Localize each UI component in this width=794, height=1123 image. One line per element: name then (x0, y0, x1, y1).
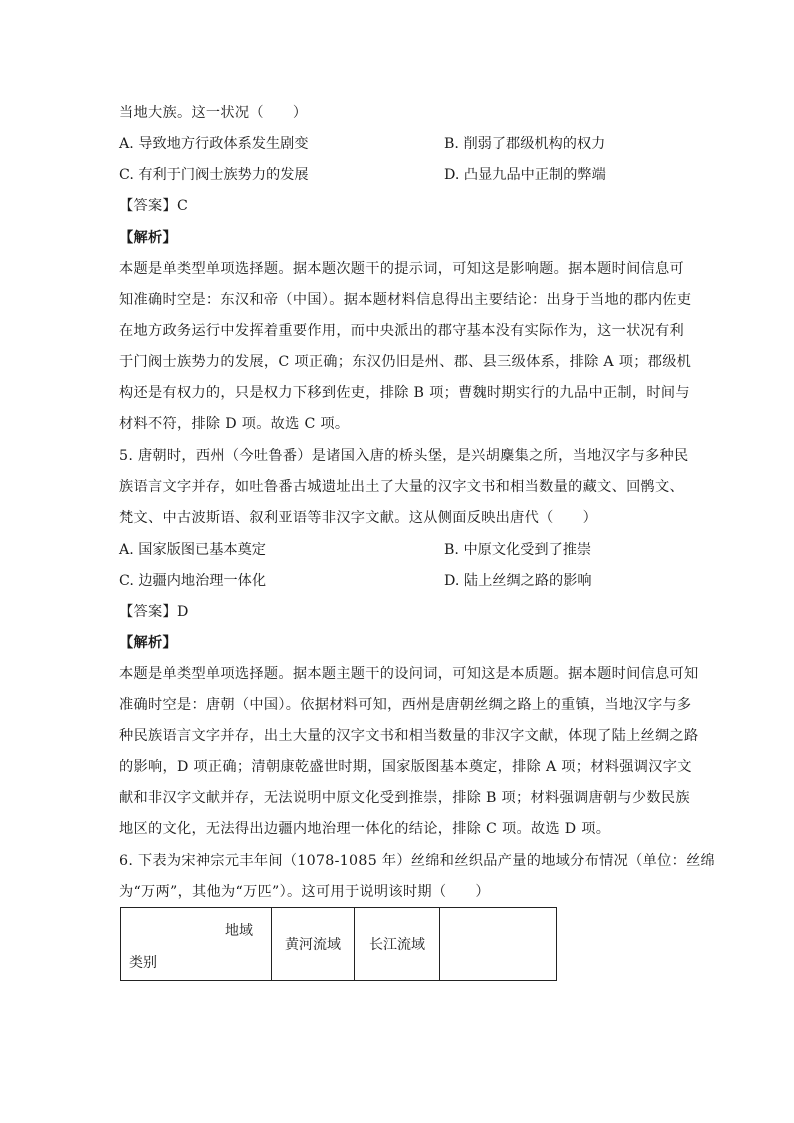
q4-analysis-line: 材料不符，排除 D 项。故选 C 项。 (119, 416, 350, 432)
q5-analysis-line: 本题是单类型单项选择题。据本题主题干的设问词，可知这是本质题。据本题时间信息可知 (119, 666, 699, 682)
q5-option-d: D. 陆上丝绸之路的影响 (444, 573, 592, 589)
q5-analysis-line: 的影响，D 项正确；清朝康乾盛世时期，国家版图基本奠定，排除 A 项；材料强调汉字文 (119, 759, 692, 775)
q5-analysis-line: 献和非汉字文献并存，无法说明中原文化受到推崇，排除 B 项；材料强调唐朝与少数民族 (119, 790, 690, 806)
q6-stem-line: 为“万两”，其他为“万匹”）。这可用于说明该时期（ ） (119, 884, 490, 900)
header-empty-cell (440, 908, 557, 981)
header-category-label: 类别 (129, 955, 157, 971)
table-header-row (121, 908, 557, 981)
q4-option-a: A. 导致地方行政体系发生剧变 (119, 136, 309, 152)
header-yellow-river: 黄河流域 (272, 908, 355, 981)
q5-stem-line: 族语言文字并存，如吐鲁番古城遗址出土了大量的汉字文书和相当数量的藏文、回鹘文、 (119, 479, 685, 495)
q4-option-b: B. 削弱了郡级机构的权力 (444, 136, 606, 152)
q4-analysis-line: 构还是有权力的，只是权力下移到佐吏，排除 B 项；曹魏时期实行的九品中正制，时间与 (119, 385, 690, 401)
q6-data-table (120, 907, 557, 981)
q4-analysis-line: 在地方政务运行中发挥着重要作用，而中央派出的郡守基本没有实际作为，这一状况有利 (119, 323, 685, 339)
q5-analysis-line: 地区的文化，无法得出边疆内地治理一体化的结论，排除 C 项。故选 D 项。 (119, 821, 611, 837)
q4-analysis-label: 【解析】 (119, 230, 177, 246)
q5-stem-line: 梵文、中古波斯语、叙利亚语等非汉字文献。这从侧面反映出唐代（ ） (119, 510, 598, 526)
header-yangtze-river: 长江流域 (355, 908, 440, 981)
q4-answer: 【答案】C (119, 198, 189, 214)
q4-analysis-line: 于门阀士族势力的发展，C 项正确；东汉仍旧是州、郡、县三级体系，排除 A 项；郡级机 (119, 354, 692, 370)
q5-analysis-line: 准确时空是：唐朝（中国）。依据材料可知，西州是唐朝丝绸之路上的重镇，当地汉字与多 (119, 697, 692, 713)
q6-stem-line: 6. 下表为宋神宗元丰年间（1078-1085 年）丝绵和丝织品产量的地域分布情况（单位：丝绵 (119, 853, 716, 869)
q5-option-c: C. 边疆内地治理一体化 (119, 573, 267, 589)
q5-answer: 【答案】D (119, 604, 189, 620)
q4-analysis-line: 知准确时空是：东汉和帝（中国）。据本题材料信息得出主要结论：出身于当地的郡内佐吏 (119, 292, 692, 308)
header-region-label: 地域 (225, 923, 253, 939)
table-corner-cell (121, 908, 272, 981)
q5-option-b: B. 中原文化受到了推崇 (444, 542, 592, 558)
q5-stem-line: 5. 唐朝时，西州（今吐鲁番）是诸国入唐的桥头堡，是兴胡麇集之所，当地汉字与多种民 (119, 448, 689, 464)
q4-stem-tail: 当地大族。这一状况（ ） (119, 105, 308, 121)
q4-option-d: D. 凸显九品中正制的弊端 (444, 167, 606, 183)
q5-analysis-label: 【解析】 (119, 635, 177, 651)
q4-analysis-line: 本题是单类型单项选择题。据本题次题干的提示词，可知这是影响题。据本题时间信息可 (119, 261, 685, 277)
q4-option-c: C. 有利于门阀士族势力的发展 (119, 167, 309, 183)
q5-analysis-line: 种民族语言文字并存，出土大量的汉字文书和相当数量的非汉字文献，体现了陆上丝绸之路 (119, 728, 699, 744)
q5-option-a: A. 国家版图已基本奠定 (119, 542, 266, 558)
